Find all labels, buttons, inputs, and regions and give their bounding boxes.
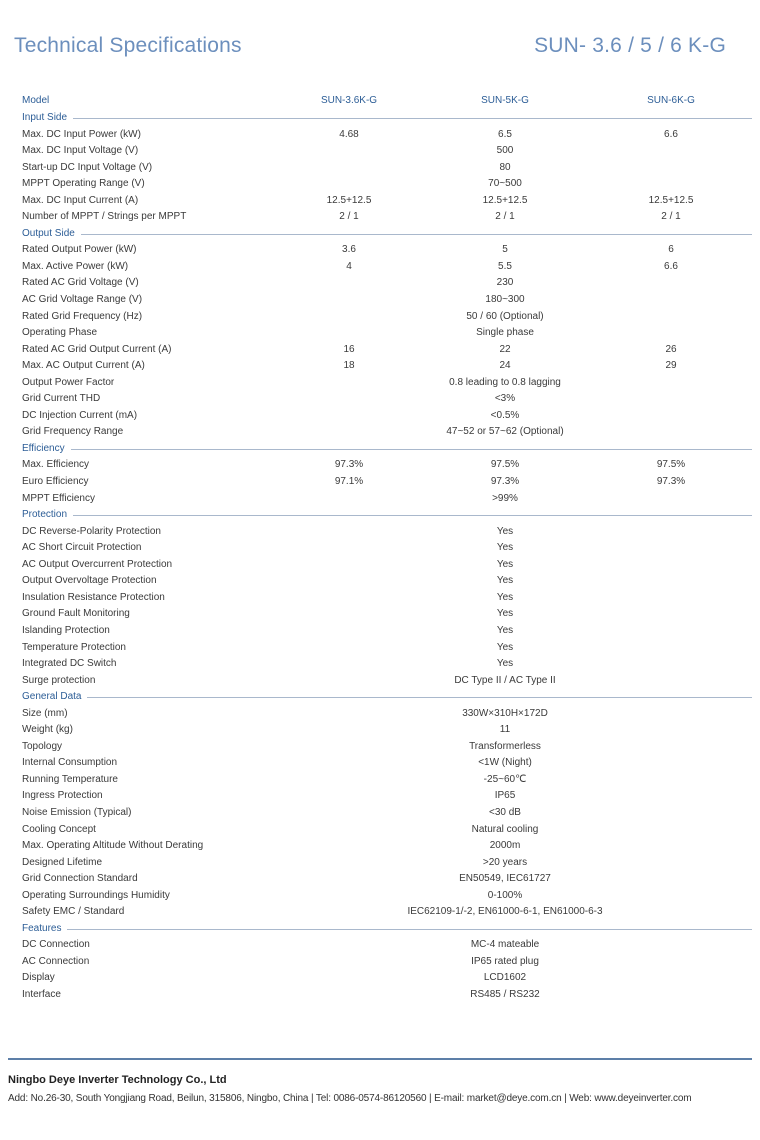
spec-row [22,391,752,408]
spec-value: 4.68 [339,128,359,140]
spec-row [22,193,752,210]
spec-label: AC Short Circuit Protection [22,542,142,554]
spec-label: DC Reverse-Polarity Protection [22,525,161,537]
model-name: SUN-5K-G [481,95,529,106]
spec-value: 2 / 1 [661,211,681,223]
section-rule [22,234,752,235]
section-title: Output Side [22,226,81,243]
spec-label: Operating Phase [22,327,98,339]
spec-value: 24 [499,360,511,372]
section-title: Input Side [22,110,73,127]
page-header [14,34,726,66]
spec-row [22,160,752,177]
spec-value: Natural cooling [471,823,539,835]
spec-value: >20 years [482,856,528,868]
spec-row [22,888,752,905]
spec-value: Single phase [476,327,534,339]
spec-value: 6.6 [664,260,678,272]
spec-value: 80 [499,161,511,173]
spec-label: AC Output Overcurrent Protection [22,558,173,570]
spec-value: 12.5+12.5 [648,194,694,206]
spec-row [22,176,752,193]
spec-label: Rated Grid Frequency (Hz) [22,310,143,322]
spec-row [22,408,752,425]
spec-value: 18 [343,360,355,372]
spec-label: AC Grid Voltage Range (V) [22,294,143,306]
section-header [22,441,752,458]
section-header [22,507,752,524]
spec-value: 70~500 [488,178,522,190]
spec-label: Size (mm) [22,707,68,719]
spec-row [22,143,752,160]
spec-label: Temperature Protection [22,641,126,653]
spec-label: Integrated DC Switch [22,658,117,670]
spec-row [22,573,752,590]
spec-label: Euro Efficiency [22,476,89,488]
spec-row [22,656,752,673]
spec-value: EN50549, IEC61727 [459,873,551,885]
model-range-title: SUN- 3.6 / 5 / 6 K-G [534,34,726,57]
spec-value: 97.3% [490,476,520,488]
spec-row [22,855,752,872]
spec-row [22,722,752,739]
spec-value: Yes [496,624,514,636]
spec-value: 12.5+12.5 [482,194,528,206]
spec-row [22,755,752,772]
spec-row [22,987,752,1004]
spec-value: 230 [496,277,514,289]
spec-label: Interface [22,988,61,1000]
spec-label: Max. Operating Altitude Without Derating [22,840,204,852]
spec-label: Output Power Factor [22,376,115,388]
spec-value: <1W (Night) [478,757,532,769]
spec-row [22,788,752,805]
spec-row [22,590,752,607]
spec-label: AC Connection [22,955,90,967]
spec-value: 5 [502,244,508,256]
section-rule [22,449,752,450]
spec-label: Operating Surroundings Humidity [22,889,170,901]
spec-row [22,822,752,839]
spec-value: 11 [499,724,511,736]
spec-value: LCD1602 [483,972,527,984]
spec-value: Yes [496,575,514,587]
spec-row [22,904,752,921]
spec-label: Surge protection [22,674,96,686]
spec-row [22,557,752,574]
section-header [22,110,752,127]
spec-value: -25~60℃ [483,773,527,785]
spec-label: Display [22,972,55,984]
footer-divider [8,1058,752,1060]
spec-value: Yes [496,525,514,537]
section-title: Features [22,921,67,938]
spec-value: 12.5+12.5 [326,194,372,206]
spec-row [22,358,752,375]
model-header-row [22,92,752,110]
spec-table [22,92,752,1004]
model-label: Model [22,95,50,106]
spec-label: Ingress Protection [22,790,103,802]
spec-value: 29 [665,360,677,372]
spec-value: 6 [668,244,674,256]
section-header [22,226,752,243]
spec-label: DC Injection Current (mA) [22,409,138,421]
spec-row [22,275,752,292]
spec-row [22,706,752,723]
section-rule [22,515,752,516]
spec-value: <0.5% [490,409,520,421]
company-address: Add: No.26-30, South Yongjiang Road, Beilun, 315806, Ningbo, China | Tel: 0086-0574-86120560 | E-mail: market@deye.com.cn | Web: www.deyeinverter.com [8,1093,692,1104]
spec-row [22,474,752,491]
spec-value: 6.6 [664,128,678,140]
spec-row [22,375,752,392]
spec-label: Safety EMC / Standard [22,906,125,918]
spec-label: DC Connection [22,939,90,951]
spec-value: 47~52 or 57~62 (Optional) [446,426,564,438]
spec-value: <3% [494,393,516,405]
spec-value: 22 [499,343,511,355]
spec-label: Designed Lifetime [22,856,103,868]
spec-row [22,871,752,888]
spec-row [22,524,752,541]
spec-row [22,673,752,690]
spec-label: Noise Emission (Typical) [22,806,132,818]
spec-row [22,739,752,756]
spec-value: 330W×310H×172D [462,707,548,719]
section-rule [22,697,752,698]
spec-value: >99% [492,492,518,504]
page-title: Technical Specifications [14,34,242,57]
spec-label: Grid Connection Standard [22,873,138,885]
spec-value: IP65 [494,790,516,802]
spec-row [22,209,752,226]
spec-label: Weight (kg) [22,724,73,736]
spec-row [22,970,752,987]
spec-row [22,491,752,508]
spec-label: Max. AC Output Current (A) [22,360,145,372]
spec-label: Max. DC Input Current (A) [22,194,139,206]
spec-value: 6.5 [498,128,512,140]
spec-label: Rated AC Grid Voltage (V) [22,277,139,289]
spec-value: 500 [496,145,514,157]
spec-value: 180~300 [485,294,525,306]
spec-row [22,127,752,144]
section-header [22,689,752,706]
spec-row [22,954,752,971]
spec-row [22,325,752,342]
spec-label: Max. DC Input Power (kW) [22,128,141,140]
section-title: Protection [22,507,73,524]
spec-value: IEC62109-1/-2, EN61000-6-1, EN61000-6-3 [407,906,603,918]
spec-value: 97.5% [656,459,686,471]
spec-label: Rated Output Power (kW) [22,244,137,256]
spec-value: Yes [496,658,514,670]
spec-label: Internal Consumption [22,757,118,769]
spec-label: MPPT Operating Range (V) [22,178,145,190]
model-name: SUN-3.6K-G [320,95,378,106]
spec-value: Yes [496,641,514,653]
spec-value: <30 dB [489,806,521,818]
spec-label: Islanding Protection [22,624,110,636]
spec-value: 97.5% [490,459,520,471]
spec-row [22,623,752,640]
spec-row [22,424,752,441]
spec-value: MC-4 mateable [470,939,540,951]
spec-label: Insulation Resistance Protection [22,591,165,603]
spec-row [22,772,752,789]
spec-label: Ground Fault Monitoring [22,608,130,620]
spec-value: Yes [496,591,514,603]
spec-row [22,259,752,276]
spec-value: 26 [665,343,677,355]
spec-value: IP65 rated plug [471,955,539,967]
spec-value: 0.8 leading to 0.8 lagging [449,376,561,388]
spec-row [22,457,752,474]
section-rule [22,929,752,930]
company-name: Ningbo Deye Inverter Technology Co., Ltd [8,1074,227,1086]
spec-label: Start-up DC Input Voltage (V) [22,161,153,173]
section-title: Efficiency [22,441,71,458]
spec-value: Yes [496,558,514,570]
spec-label: MPPT Efficiency [22,492,95,504]
spec-label: Grid Frequency Range [22,426,124,438]
spec-value: DC Type II / AC Type II [454,674,556,686]
spec-label: Max. Efficiency [22,459,90,471]
spec-label: Grid Current THD [22,393,101,405]
spec-value: 2000m [489,840,521,852]
spec-value: 5.5 [498,260,512,272]
spec-label: Max. DC Input Voltage (V) [22,145,139,157]
spec-row [22,292,752,309]
spec-value: 2 / 1 [339,211,359,223]
spec-label: Number of MPPT / Strings per MPPT [22,211,187,223]
spec-row [22,540,752,557]
spec-label: Output Overvoltage Protection [22,575,157,587]
section-rule [22,118,752,119]
spec-value: 0-100% [487,889,523,901]
spec-value: 50 / 60 (Optional) [466,310,544,322]
spec-value: 97.3% [656,476,686,488]
spec-label: Cooling Concept [22,823,96,835]
spec-row [22,606,752,623]
spec-row [22,309,752,326]
spec-row [22,937,752,954]
spec-row [22,805,752,822]
spec-value: 3.6 [342,244,356,256]
spec-value: RS485 / RS232 [470,988,540,1000]
model-name: SUN-6K-G [647,95,695,106]
section-title: General Data [22,689,87,706]
spec-label: Rated AC Grid Output Current (A) [22,343,172,355]
spec-row [22,242,752,259]
spec-value: 4 [346,260,352,272]
spec-label: Max. Active Power (kW) [22,260,129,272]
spec-value: 2 / 1 [495,211,515,223]
spec-value: 16 [343,343,355,355]
spec-row [22,838,752,855]
spec-value: 97.3% [334,459,364,471]
spec-value: Yes [496,608,514,620]
spec-row [22,342,752,359]
spec-value: Yes [496,542,514,554]
spec-label: Running Temperature [22,773,118,785]
section-header [22,921,752,938]
spec-value: Transformerless [469,740,541,752]
spec-row [22,640,752,657]
spec-label: Topology [22,740,63,752]
spec-value: 97.1% [334,476,364,488]
